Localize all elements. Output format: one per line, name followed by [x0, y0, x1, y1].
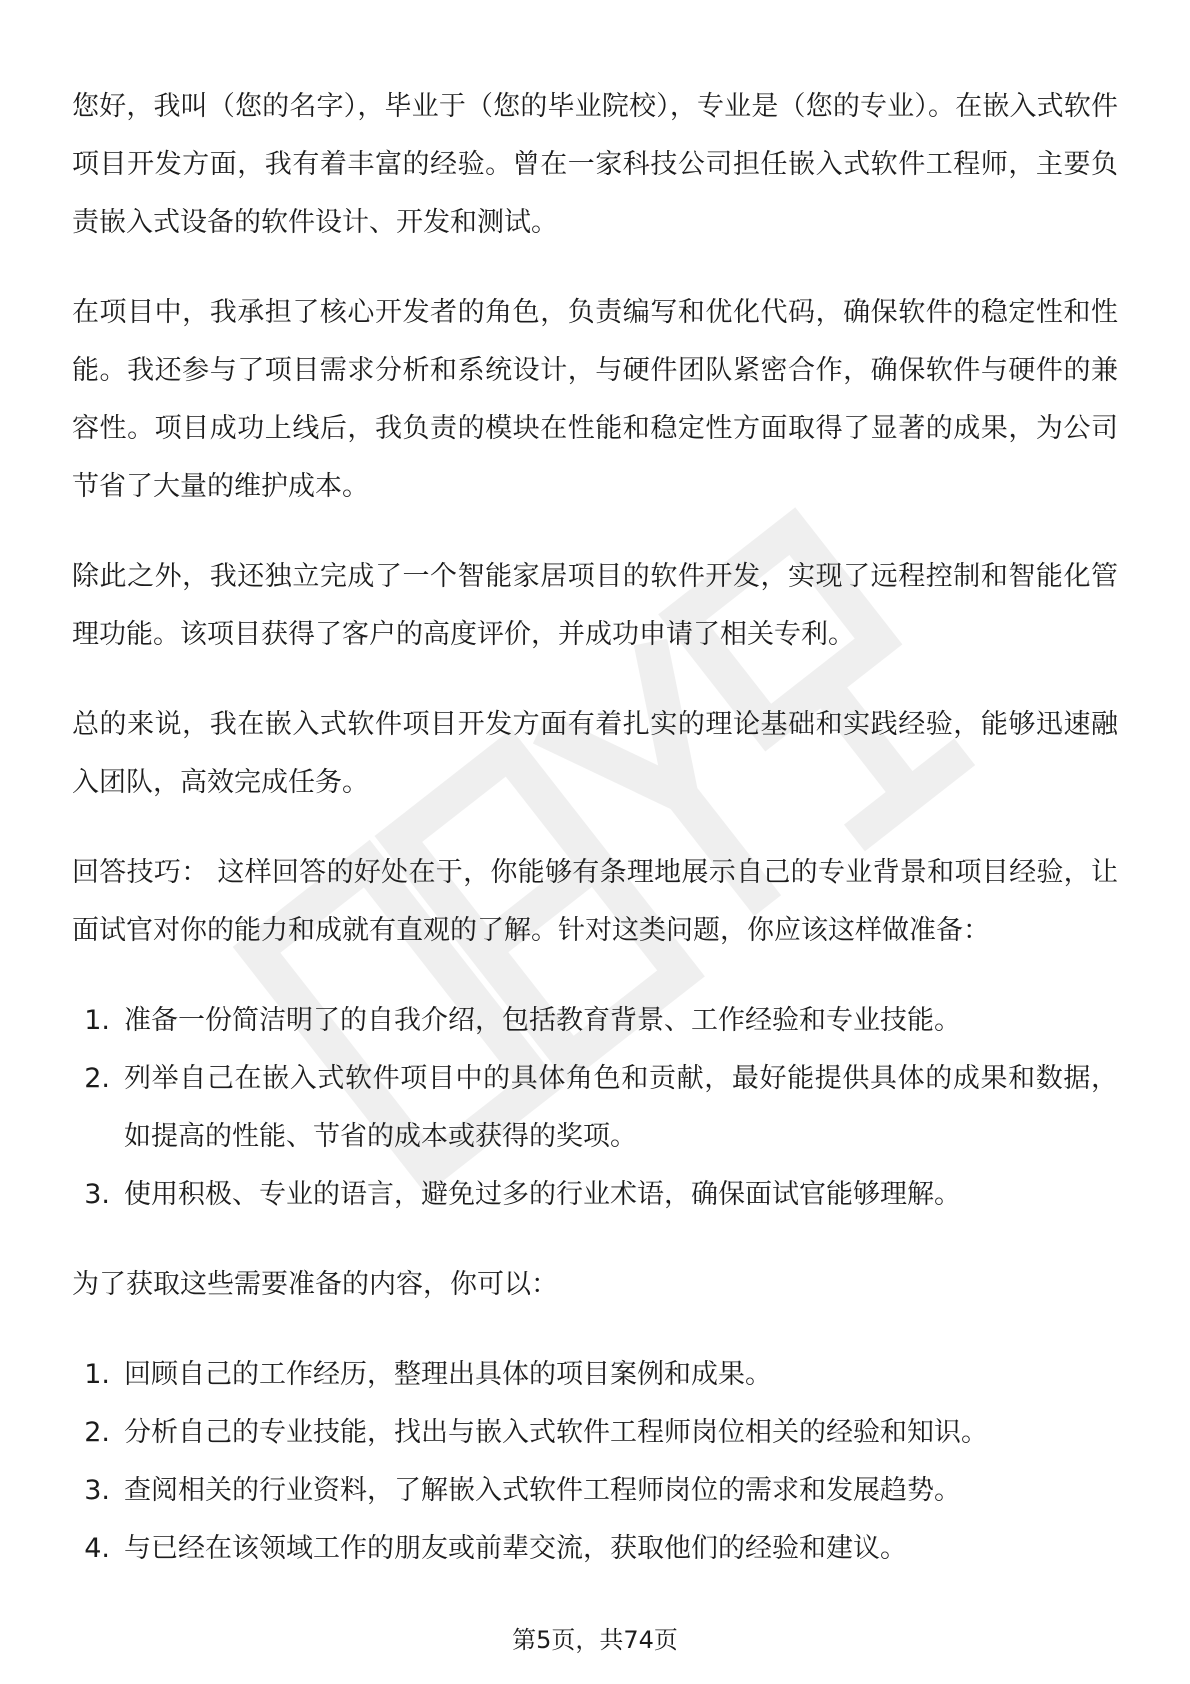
list-item	[72, 1050, 1118, 1166]
list-text: 准备一份简洁明了的自我介绍，包括教育背景、工作经验和专业技能。	[124, 1005, 961, 1036]
list-number: 3.	[84, 1475, 110, 1506]
paragraph-project-role: 在项目中，我承担了核心开发者的角色，负责编写和优化代码，确保软件的稳定性和性能。我还参与了项目需求分析和系统设计，与硬件团队紧密合作，确保软件与硬件的兼容性。项目成功上线后，我负责的模块在性能和稳定性方面取得了显著的成果，为公司节省了大量的维护成本。	[72, 297, 1118, 502]
list-item	[72, 1520, 1118, 1578]
paragraph-answer-tips: 回答技巧： 这样回答的好处在于，你能够有条理地展示自己的专业背景和项目经验，让面试官对你的能力和成就有直观的了解。针对这类问题，你应该这样做准备：	[72, 857, 1118, 946]
list-item	[72, 1404, 1118, 1462]
list-text: 列举自己在嵌入式软件项目中的具体角色和贡献，最好能提供具体的成果和数据，如提高的性能、节省的成本或获得的奖项。	[124, 1063, 1118, 1152]
list-text: 回顾自己的工作经历，整理出具体的项目案例和成果。	[124, 1359, 772, 1390]
list-text: 查阅相关的行业资料，了解嵌入式软件工程师岗位的需求和发展趋势。	[124, 1475, 961, 1506]
gathering-list	[72, 1346, 1118, 1578]
preparation-list	[72, 992, 1118, 1224]
list-number: 1.	[84, 1359, 110, 1390]
paragraph-how-to-gather: 为了获取这些需要准备的内容，你可以：	[72, 1269, 558, 1300]
paragraph-smart-home: 除此之外，我还独立完成了一个智能家居项目的软件开发，实现了远程控制和智能化管理功能。该项目获得了客户的高度评价，并成功申请了相关专利。	[72, 561, 1118, 650]
list-text: 分析自己的专业技能，找出与嵌入式软件工程师岗位相关的经验和知识。	[124, 1417, 988, 1448]
list-number: 1.	[84, 1005, 110, 1036]
page-number-footer: 第5页，共74页	[512, 1626, 678, 1654]
list-text: 与已经在该领域工作的朋友或前辈交流，获取他们的经验和建议。	[124, 1533, 907, 1564]
document-body	[72, 78, 1118, 1610]
list-item	[72, 1166, 1118, 1224]
list-number: 3.	[84, 1179, 110, 1210]
paragraph-intro: 您好，我叫（您的名字），毕业于（您的毕业院校），专业是（您的专业）。在嵌入式软件项目开发方面，我有着丰富的经验。曾在一家科技公司担任嵌入式软件工程师，主要负责嵌入式设备的软件设计、开发和测试。	[72, 91, 1118, 238]
list-number: 2.	[84, 1417, 110, 1448]
list-item	[72, 992, 1118, 1050]
list-item	[72, 1462, 1118, 1520]
list-item	[72, 1346, 1118, 1404]
list-number: 4.	[84, 1533, 110, 1564]
list-number: 2.	[84, 1063, 110, 1094]
paragraph-summary: 总的来说，我在嵌入式软件项目开发方面有着扎实的理论基础和实践经验，能够迅速融入团队，高效完成任务。	[72, 709, 1118, 798]
list-text: 使用积极、专业的语言，避免过多的行业术语，确保面试官能够理解。	[124, 1179, 961, 1210]
